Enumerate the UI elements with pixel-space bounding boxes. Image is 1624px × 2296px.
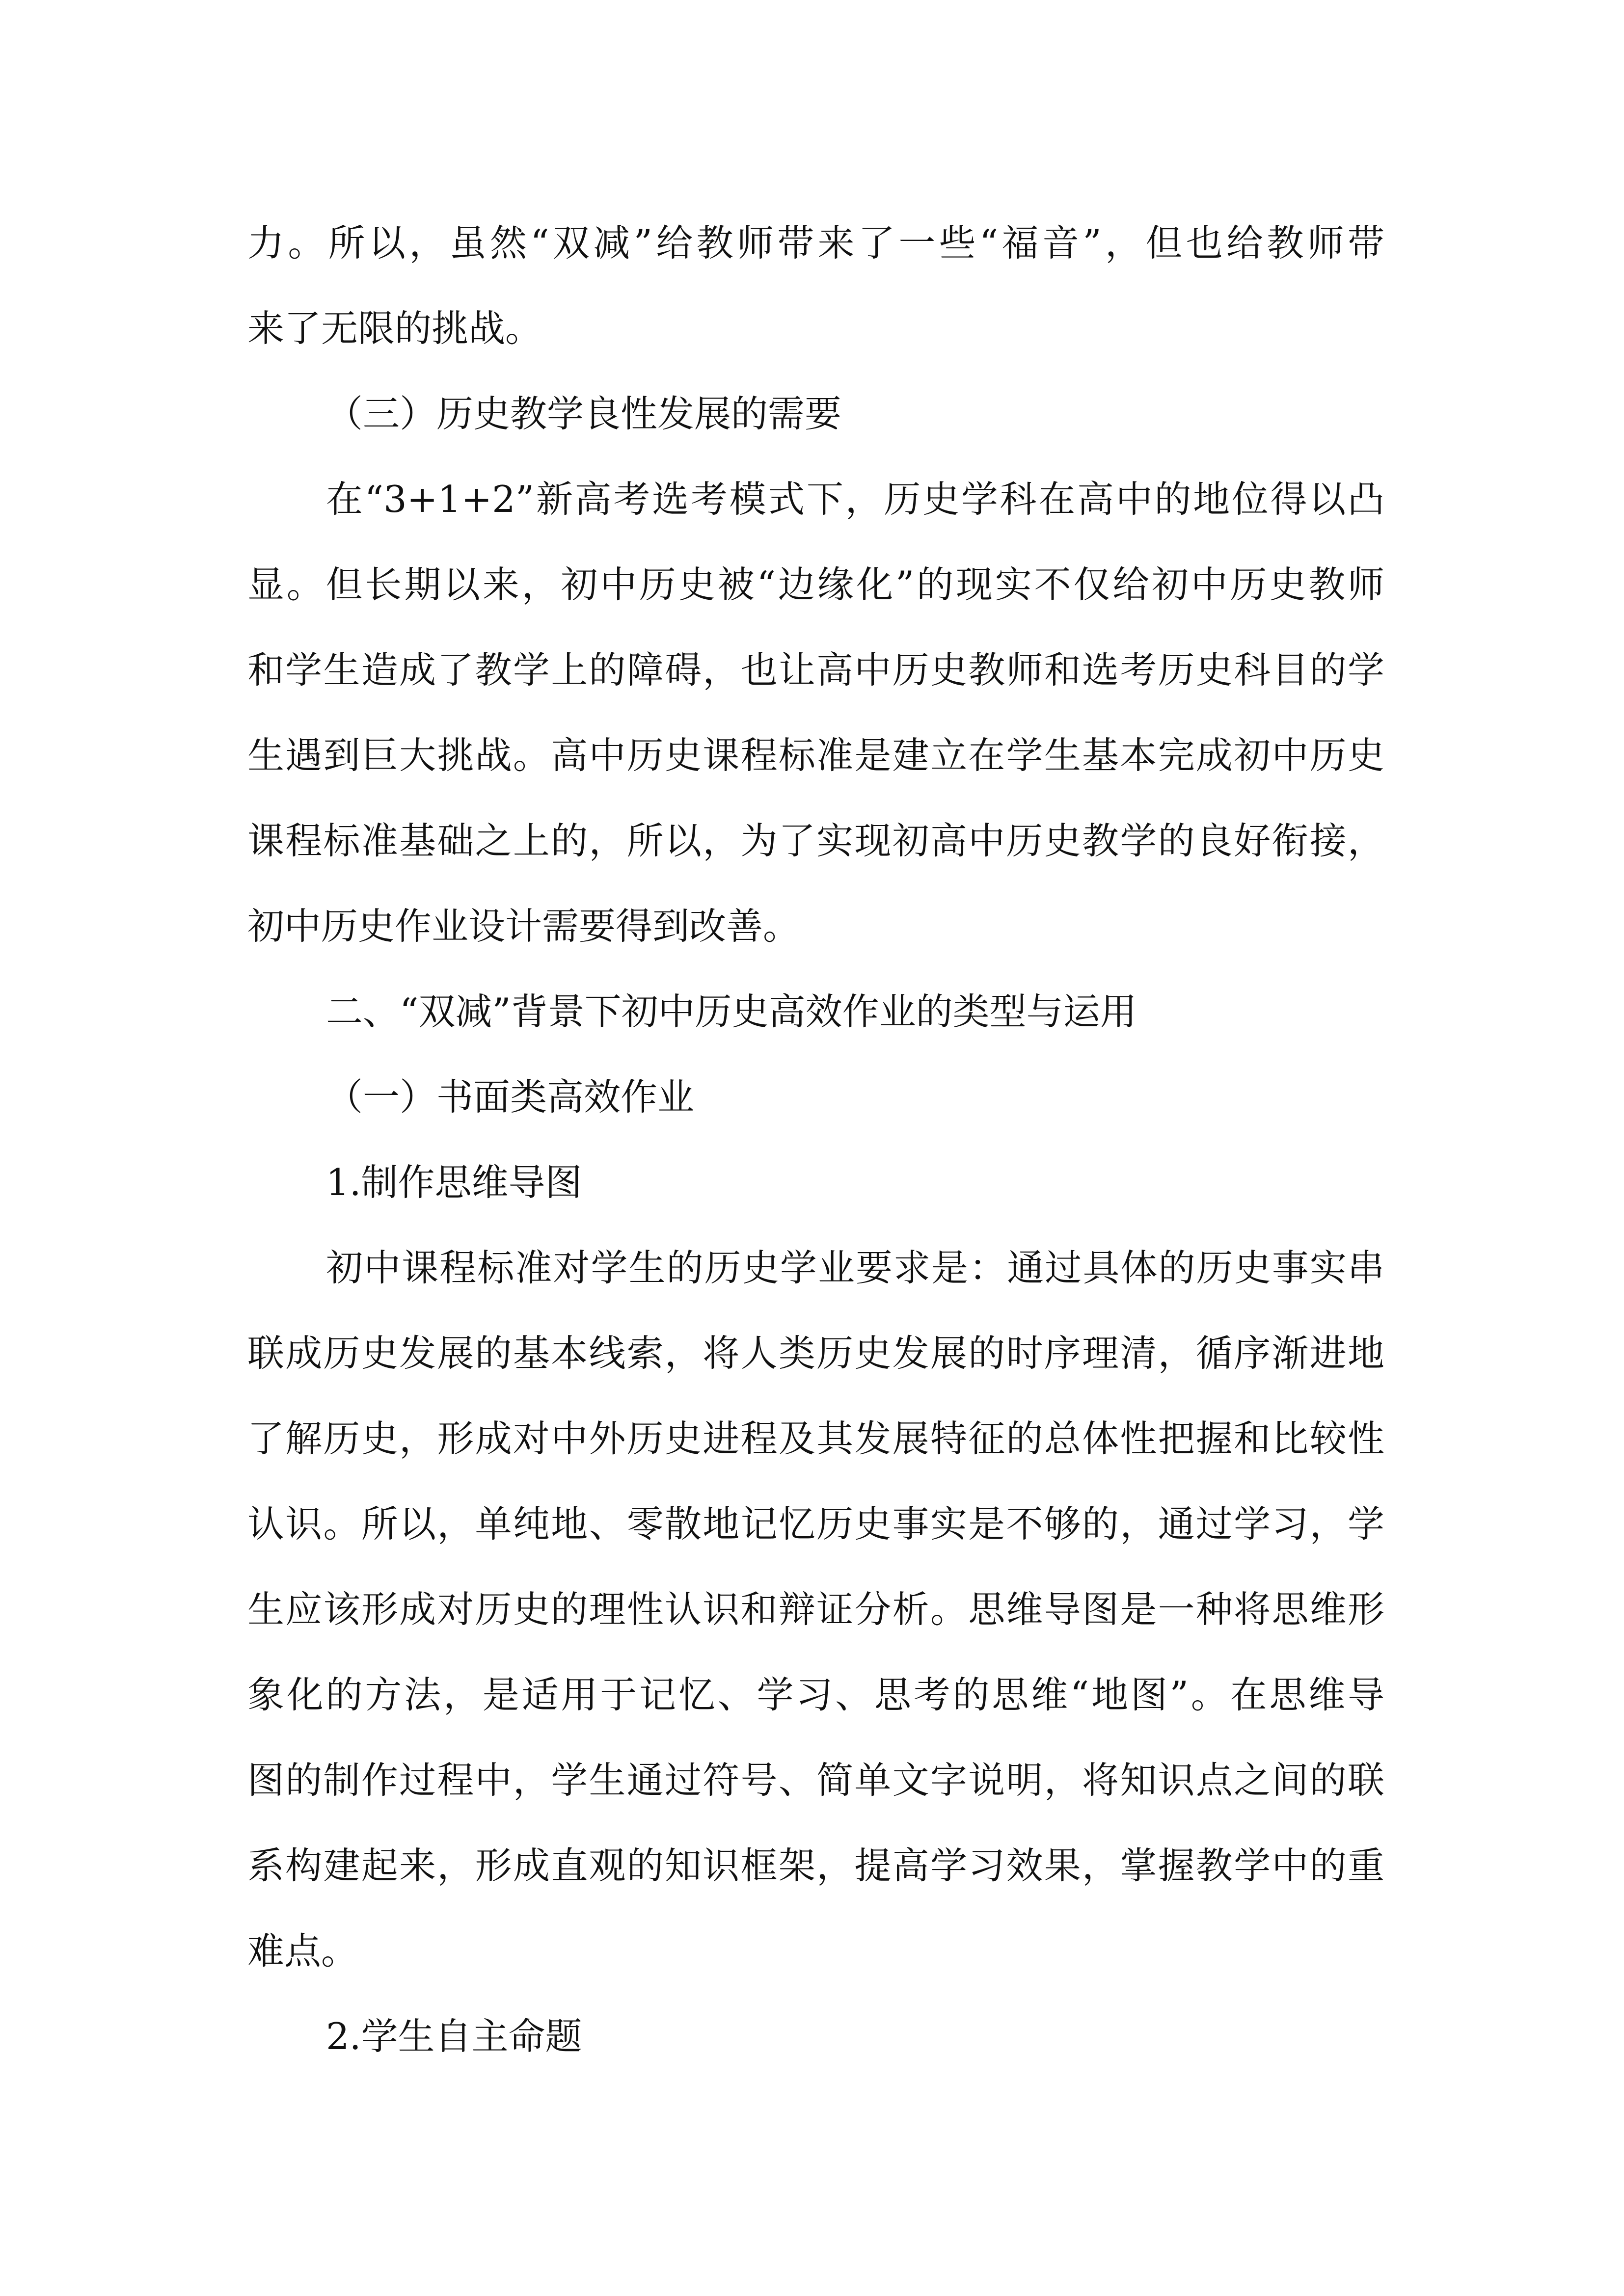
heading-text: （三）历史教学良性发展的需要: [326, 392, 842, 435]
text-line: 生应该形成对历史的理性认识和辩证分析。思维导图是一种将思维形: [247, 1588, 1384, 1631]
text-line: 象化的方法，是适用于记忆、学习、思考的思维“地图”。在思维导: [247, 1673, 1384, 1716]
body-paragraph: [247, 1225, 1384, 1994]
body-paragraph: [247, 456, 1384, 969]
section-heading: [247, 371, 1384, 456]
body-paragraph: [247, 200, 1384, 371]
document-body: [247, 200, 1384, 2079]
heading-text: 2.学生自主命题: [326, 2015, 582, 2058]
text-line: 和学生造成了教学上的障碍，也让高中历史教师和选考历史科目的学: [247, 648, 1384, 692]
text-line: 课程标准基础之上的，所以，为了实现初高中历史教学的良好衔接，: [247, 819, 1384, 862]
text-line: 生遇到巨大挑战。高中历史课程标准是建立在学生基本完成初中历史: [247, 734, 1384, 777]
text-line: 来了无限的挑战。: [247, 307, 542, 350]
text-line: 图的制作过程中，学生通过符号、简单文字说明，将知识点之间的联: [247, 1759, 1384, 1802]
section-heading: [247, 1994, 1384, 2079]
text-line: 在“3+1+2”新高考选考模式下，历史学科在高中的地位得以凸: [326, 478, 1384, 521]
section-heading: [247, 1054, 1384, 1140]
text-line: 联成历史发展的基本线索，将人类历史发展的时序理清，循序渐进地: [247, 1332, 1384, 1375]
section-heading: [247, 969, 1384, 1054]
text-line: 显。但长期以来，初中历史被“边缘化”的现实不仅给初中历史教师: [247, 563, 1384, 606]
heading-text: 二、“双减”背景下初中历史高效作业的类型与运用: [326, 990, 1137, 1033]
text-line: 认识。所以，单纯地、零散地记忆历史事实是不够的，通过学习，学: [247, 1502, 1384, 1546]
heading-text: 1.制作思维导图: [326, 1161, 582, 1204]
text-line: 初中课程标准对学生的历史学业要求是：通过具体的历史事实串: [326, 1246, 1384, 1289]
heading-text: （一）书面类高效作业: [326, 1075, 695, 1119]
text-line: 初中历史作业设计需要得到改善。: [247, 905, 800, 948]
text-line: 了解历史，形成对中外历史进程及其发展特征的总体性把握和比较性: [247, 1417, 1384, 1460]
section-heading: [247, 1140, 1384, 1225]
text-line: 难点。: [247, 1929, 358, 1973]
text-line: 力。所以，虽然“双减”给教师带来了一些“福音”，但也给教师带: [247, 221, 1384, 265]
text-line: 系构建起来，形成直观的知识框架，提高学习效果，掌握教学中的重: [247, 1844, 1384, 1887]
